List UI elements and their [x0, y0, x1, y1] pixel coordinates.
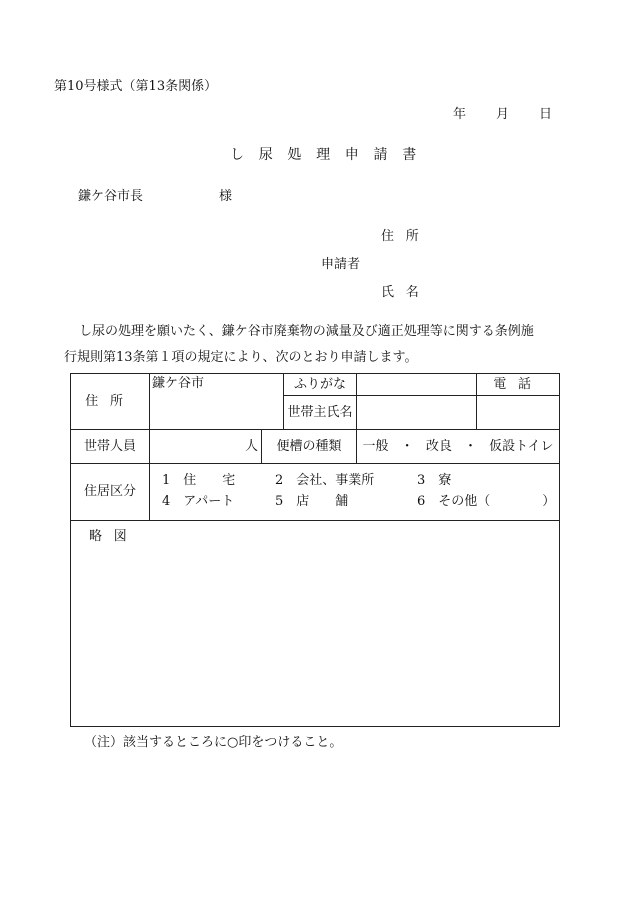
- residence-option-4-label: アパート: [183, 494, 235, 509]
- residence-option-6[interactable]: [417, 495, 555, 508]
- residence-option-3-num: 3: [417, 473, 426, 488]
- toilet-type-label: 便槽の種類: [262, 430, 357, 464]
- date-day-label: 日: [539, 107, 553, 122]
- residence-option-4-num: 4: [162, 494, 171, 509]
- head-name-input[interactable]: [357, 396, 477, 430]
- city-prefill: 鎌ケ谷市: [152, 376, 205, 391]
- applicant-address-label: 住所: [381, 229, 431, 244]
- body-text-line1: し尿の処理を願いたく、鎌ケ谷市廃棄物の減量及び適正処理等に関する条例施: [79, 324, 534, 339]
- household-members-label: 世帯人員: [71, 430, 150, 464]
- residence-label: 住居区分: [71, 464, 150, 521]
- address-label-cell: [71, 374, 150, 430]
- option-separator: ・: [463, 438, 477, 454]
- applicant-label: 申請者: [321, 257, 361, 272]
- applicant-name-label: 氏名: [381, 285, 431, 300]
- residence-option-2-num: 2: [275, 473, 284, 488]
- date-year-label: 年: [453, 107, 467, 122]
- addressee-name: 鎌ケ谷市長: [78, 189, 144, 204]
- head-name-label: 世帯主氏名: [284, 396, 357, 430]
- members-unit: 人: [244, 438, 258, 454]
- residence-option-5[interactable]: [275, 495, 348, 508]
- application-form-table: [70, 373, 560, 727]
- household-members-input[interactable]: [150, 430, 262, 464]
- residence-option-6-label: その他（ ）: [438, 494, 556, 509]
- residence-option-5-label: 店 舗: [296, 494, 349, 509]
- residence-option-1[interactable]: [162, 474, 235, 487]
- option-separator: ・: [400, 438, 414, 454]
- phone-label-cell: [477, 374, 560, 396]
- residence-option-2[interactable]: [275, 474, 374, 487]
- toilet-type-options: [357, 430, 560, 464]
- date-month-label: 月: [496, 107, 510, 122]
- furigana-label: ふりがな: [284, 374, 357, 396]
- form-number: 第10号様式（第13条関係）: [54, 79, 218, 94]
- residence-option-5-num: 5: [275, 494, 284, 509]
- body-text-line2: 行規則第13条第１項の規定により、次のとおり申請します。: [64, 350, 418, 365]
- toilet-option-kairyo[interactable]: 改良: [425, 438, 452, 454]
- phone-input[interactable]: [477, 396, 560, 430]
- footnote: （注）該当するところに○印をつけること。: [84, 735, 343, 750]
- sketch-area[interactable]: [71, 521, 560, 727]
- residence-option-2-label: 会社、事業所: [296, 473, 375, 488]
- toilet-option-kasetsu[interactable]: 仮設トイレ: [489, 438, 554, 454]
- address-label: 住所: [85, 393, 135, 409]
- residence-option-3-label: 寮: [438, 473, 452, 488]
- residence-option-1-num: 1: [162, 473, 171, 488]
- addressee-honorific: 様: [219, 189, 233, 204]
- residence-option-6-num: 6: [417, 494, 426, 509]
- document-title: し尿処理申請書: [230, 147, 431, 163]
- furigana-input[interactable]: [357, 374, 477, 396]
- phone-label: 電話: [493, 376, 543, 392]
- residence-option-4[interactable]: [162, 495, 234, 508]
- sketch-label: 略図: [89, 529, 139, 544]
- residence-option-3[interactable]: [417, 474, 451, 487]
- residence-option-1-label: 住 宅: [183, 473, 236, 488]
- residence-options: [150, 464, 560, 521]
- address-input[interactable]: [150, 374, 284, 430]
- toilet-option-ippan[interactable]: 一般: [362, 438, 389, 454]
